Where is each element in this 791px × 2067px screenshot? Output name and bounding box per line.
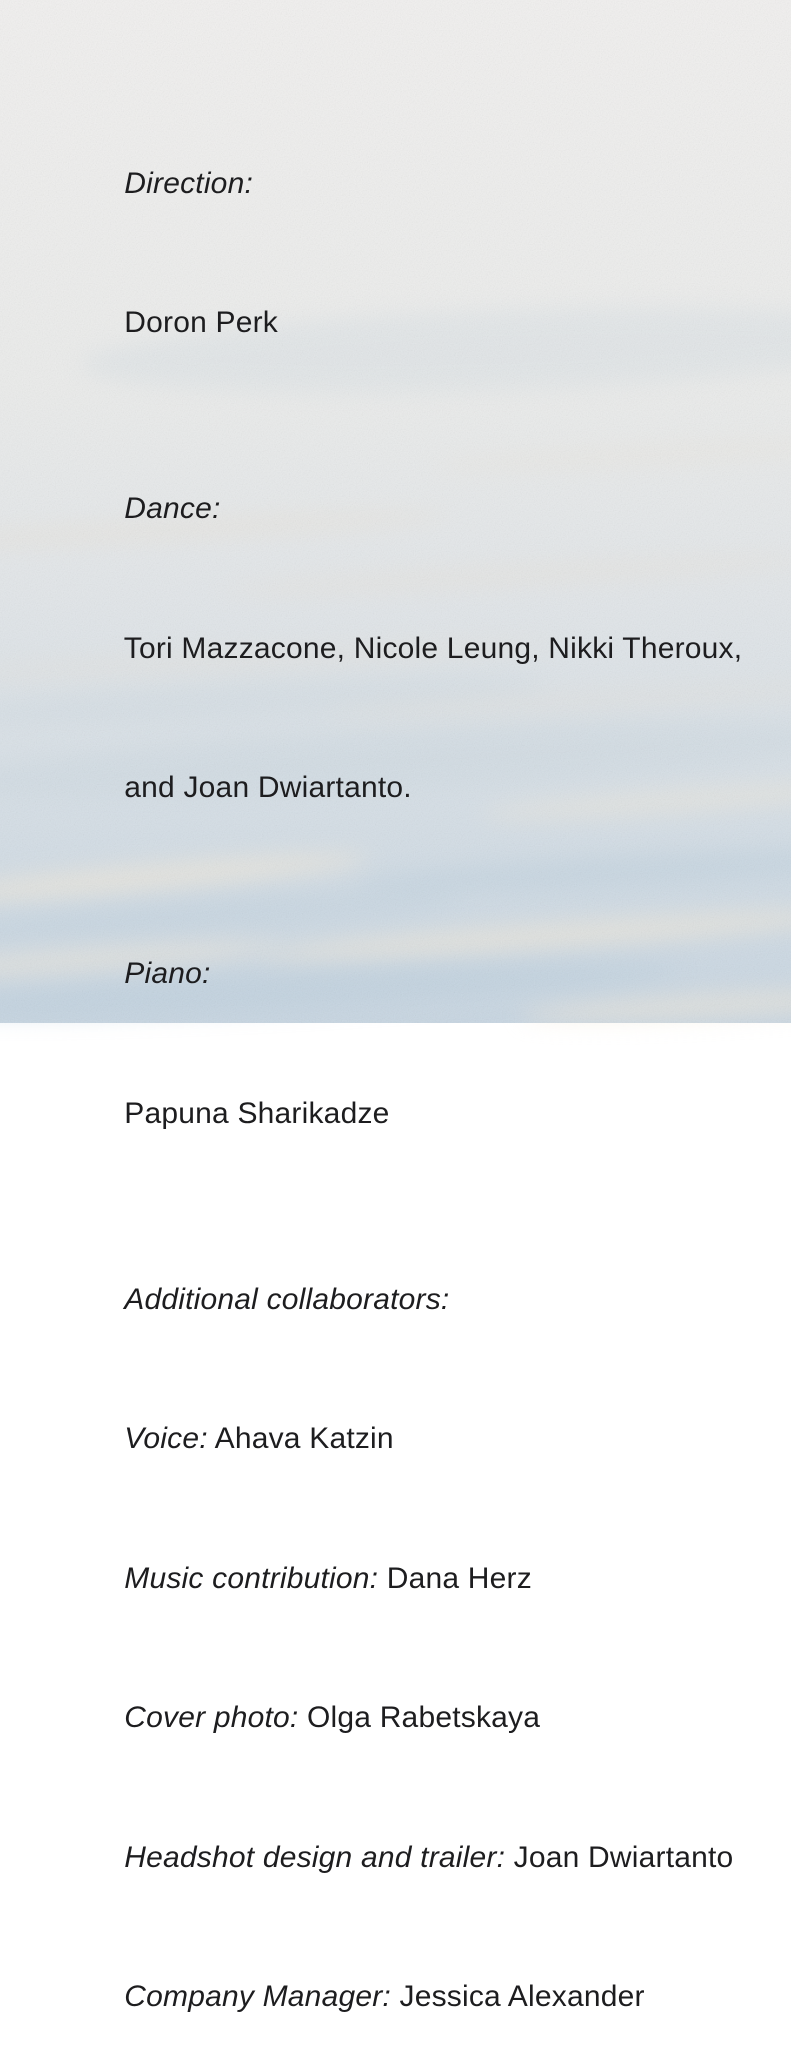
- credit-line: [56, 1928, 791, 2067]
- credit-line: [56, 1509, 791, 1649]
- credits-page: [0, 0, 791, 1023]
- credit-role-label: Headshot design and trailer:: [124, 1841, 505, 1874]
- credit-line: [56, 114, 791, 254]
- credit-line: [56, 719, 791, 859]
- credit-section-direction: [56, 114, 791, 393]
- credit-line: [56, 1788, 791, 1928]
- credit-section-dance: [56, 440, 791, 859]
- credit-line: [56, 1230, 791, 1370]
- credit-line: [56, 579, 791, 719]
- credit-line: [56, 254, 791, 394]
- credit-names: Tori Mazzacone, Nicole Leung, Nikki Theroux,: [124, 632, 743, 665]
- credit-line: [56, 1649, 791, 1789]
- credit-line: [56, 1044, 791, 1184]
- credit-names: Jessica Alexander: [391, 1980, 645, 2013]
- credit-role-label: Dance:: [124, 492, 220, 525]
- credit-names: Papuna Sharikadze: [124, 1097, 389, 1130]
- credit-role-label: Music contribution:: [124, 1562, 378, 1595]
- credit-names: Doron Perk: [124, 306, 278, 339]
- credit-names: and Joan Dwiartanto.: [124, 771, 412, 804]
- credit-role-label: Company Manager:: [124, 1980, 391, 2013]
- credit-line: [56, 440, 791, 580]
- credit-line: [56, 905, 791, 1045]
- credit-role-label: Direction:: [124, 167, 253, 200]
- credit-names: Dana Herz: [378, 1562, 532, 1595]
- credit-line: [56, 1370, 791, 1510]
- credit-section-additional-collaborators: [56, 1230, 791, 2067]
- credit-names: Ahava Katzin: [208, 1422, 394, 1455]
- credit-role-label: Piano:: [124, 957, 210, 990]
- credit-names: Joan Dwiartanto: [505, 1841, 733, 1874]
- credit-role-label: Additional collaborators:: [124, 1283, 449, 1316]
- credit-role-label: Cover photo:: [124, 1701, 298, 1734]
- credit-names: Olga Rabetskaya: [298, 1701, 540, 1734]
- credit-role-label: Voice:: [124, 1422, 207, 1455]
- credit-section-piano: [56, 905, 791, 1184]
